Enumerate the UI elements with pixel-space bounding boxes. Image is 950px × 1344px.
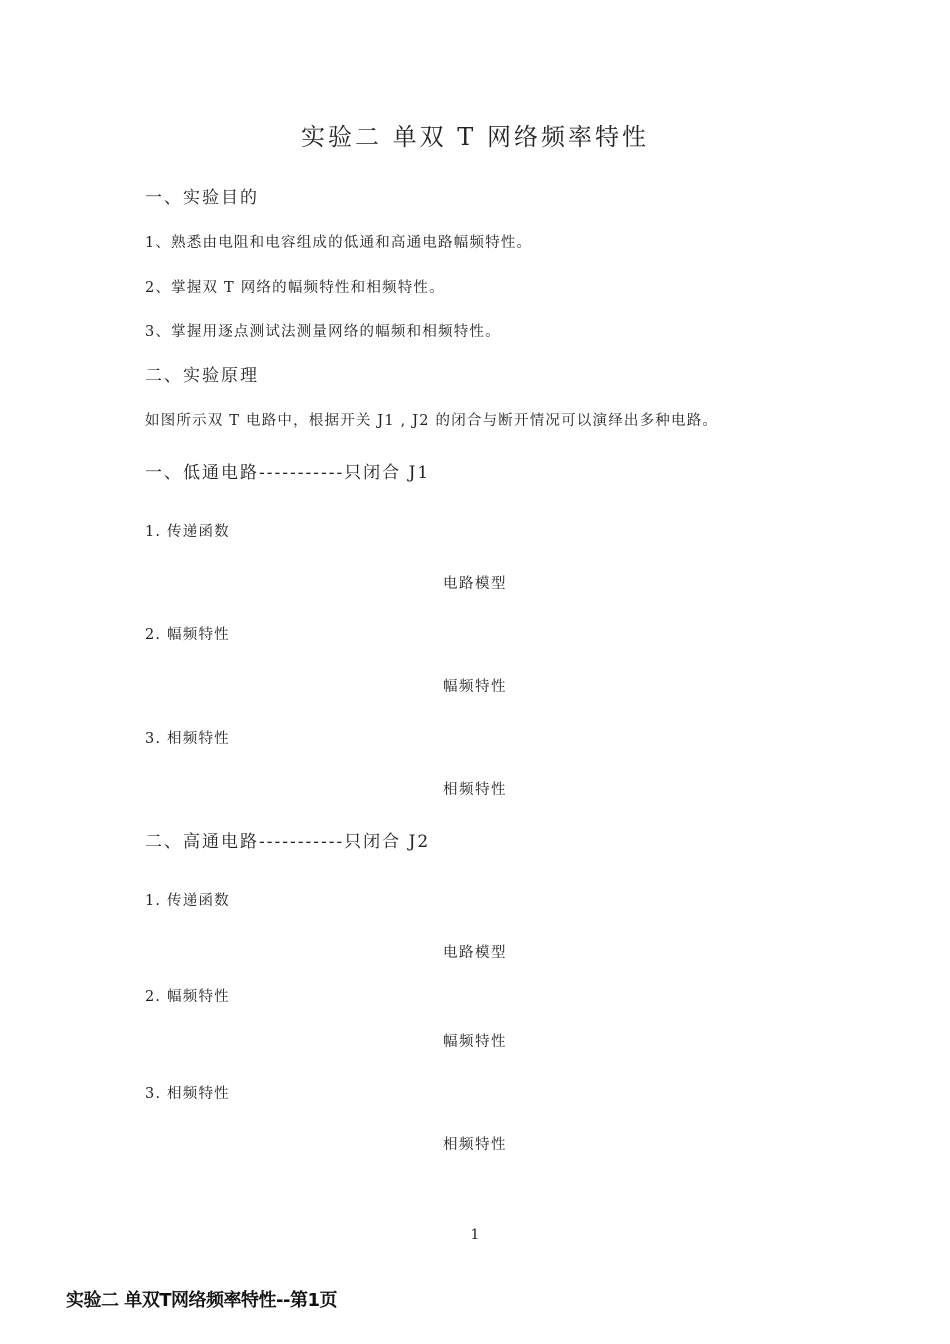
lowpass-heading: 一、低通电路-----------只闭合 J1 [145, 463, 431, 483]
lowpass-phase-frequency: 3. 相频特性 [145, 731, 230, 747]
lowpass-phase-caption: 相频特性 [443, 782, 507, 798]
highpass-heading: 二、高通电路-----------只闭合 J2 [145, 832, 431, 852]
principle-heading: 二、实验原理 [145, 366, 259, 386]
highpass-amplitude-caption: 幅频特性 [443, 1034, 507, 1050]
page-title: 实验二 单双 T 网络频率特性 [301, 123, 649, 151]
lowpass-circuit-model-caption: 电路模型 [443, 576, 507, 592]
principle-text: 如图所示双 T 电路中，根据开关 J1 , J2 的闭合与断开情况可以演绎出多种电路。 [145, 413, 719, 429]
highpass-phase-frequency: 3. 相频特性 [145, 1086, 230, 1102]
objective-item-1: 1、熟悉由电阻和电容组成的低通和高通电路幅频特性。 [145, 235, 533, 251]
lowpass-amplitude-frequency: 2. 幅频特性 [145, 627, 230, 643]
lowpass-amplitude-caption: 幅频特性 [443, 679, 507, 695]
objective-item-3: 3、掌握用逐点测试法测量网络的幅频和相频特性。 [145, 324, 501, 340]
page-number: 1 [470, 1227, 480, 1243]
lowpass-transfer-function: 1. 传递函数 [145, 524, 230, 540]
highpass-circuit-model-caption: 电路模型 [443, 945, 507, 961]
highpass-phase-caption: 相频特性 [443, 1137, 507, 1153]
objective-heading: 一、实验目的 [145, 188, 259, 208]
objective-item-2: 2、掌握双 T 网络的幅频特性和相频特性。 [145, 280, 445, 296]
highpass-amplitude-frequency: 2. 幅频特性 [145, 989, 230, 1005]
highpass-transfer-function: 1. 传递函数 [145, 893, 230, 909]
footer-caption: 实验二 单双T网络频率特性--第1页 [66, 1290, 338, 1311]
